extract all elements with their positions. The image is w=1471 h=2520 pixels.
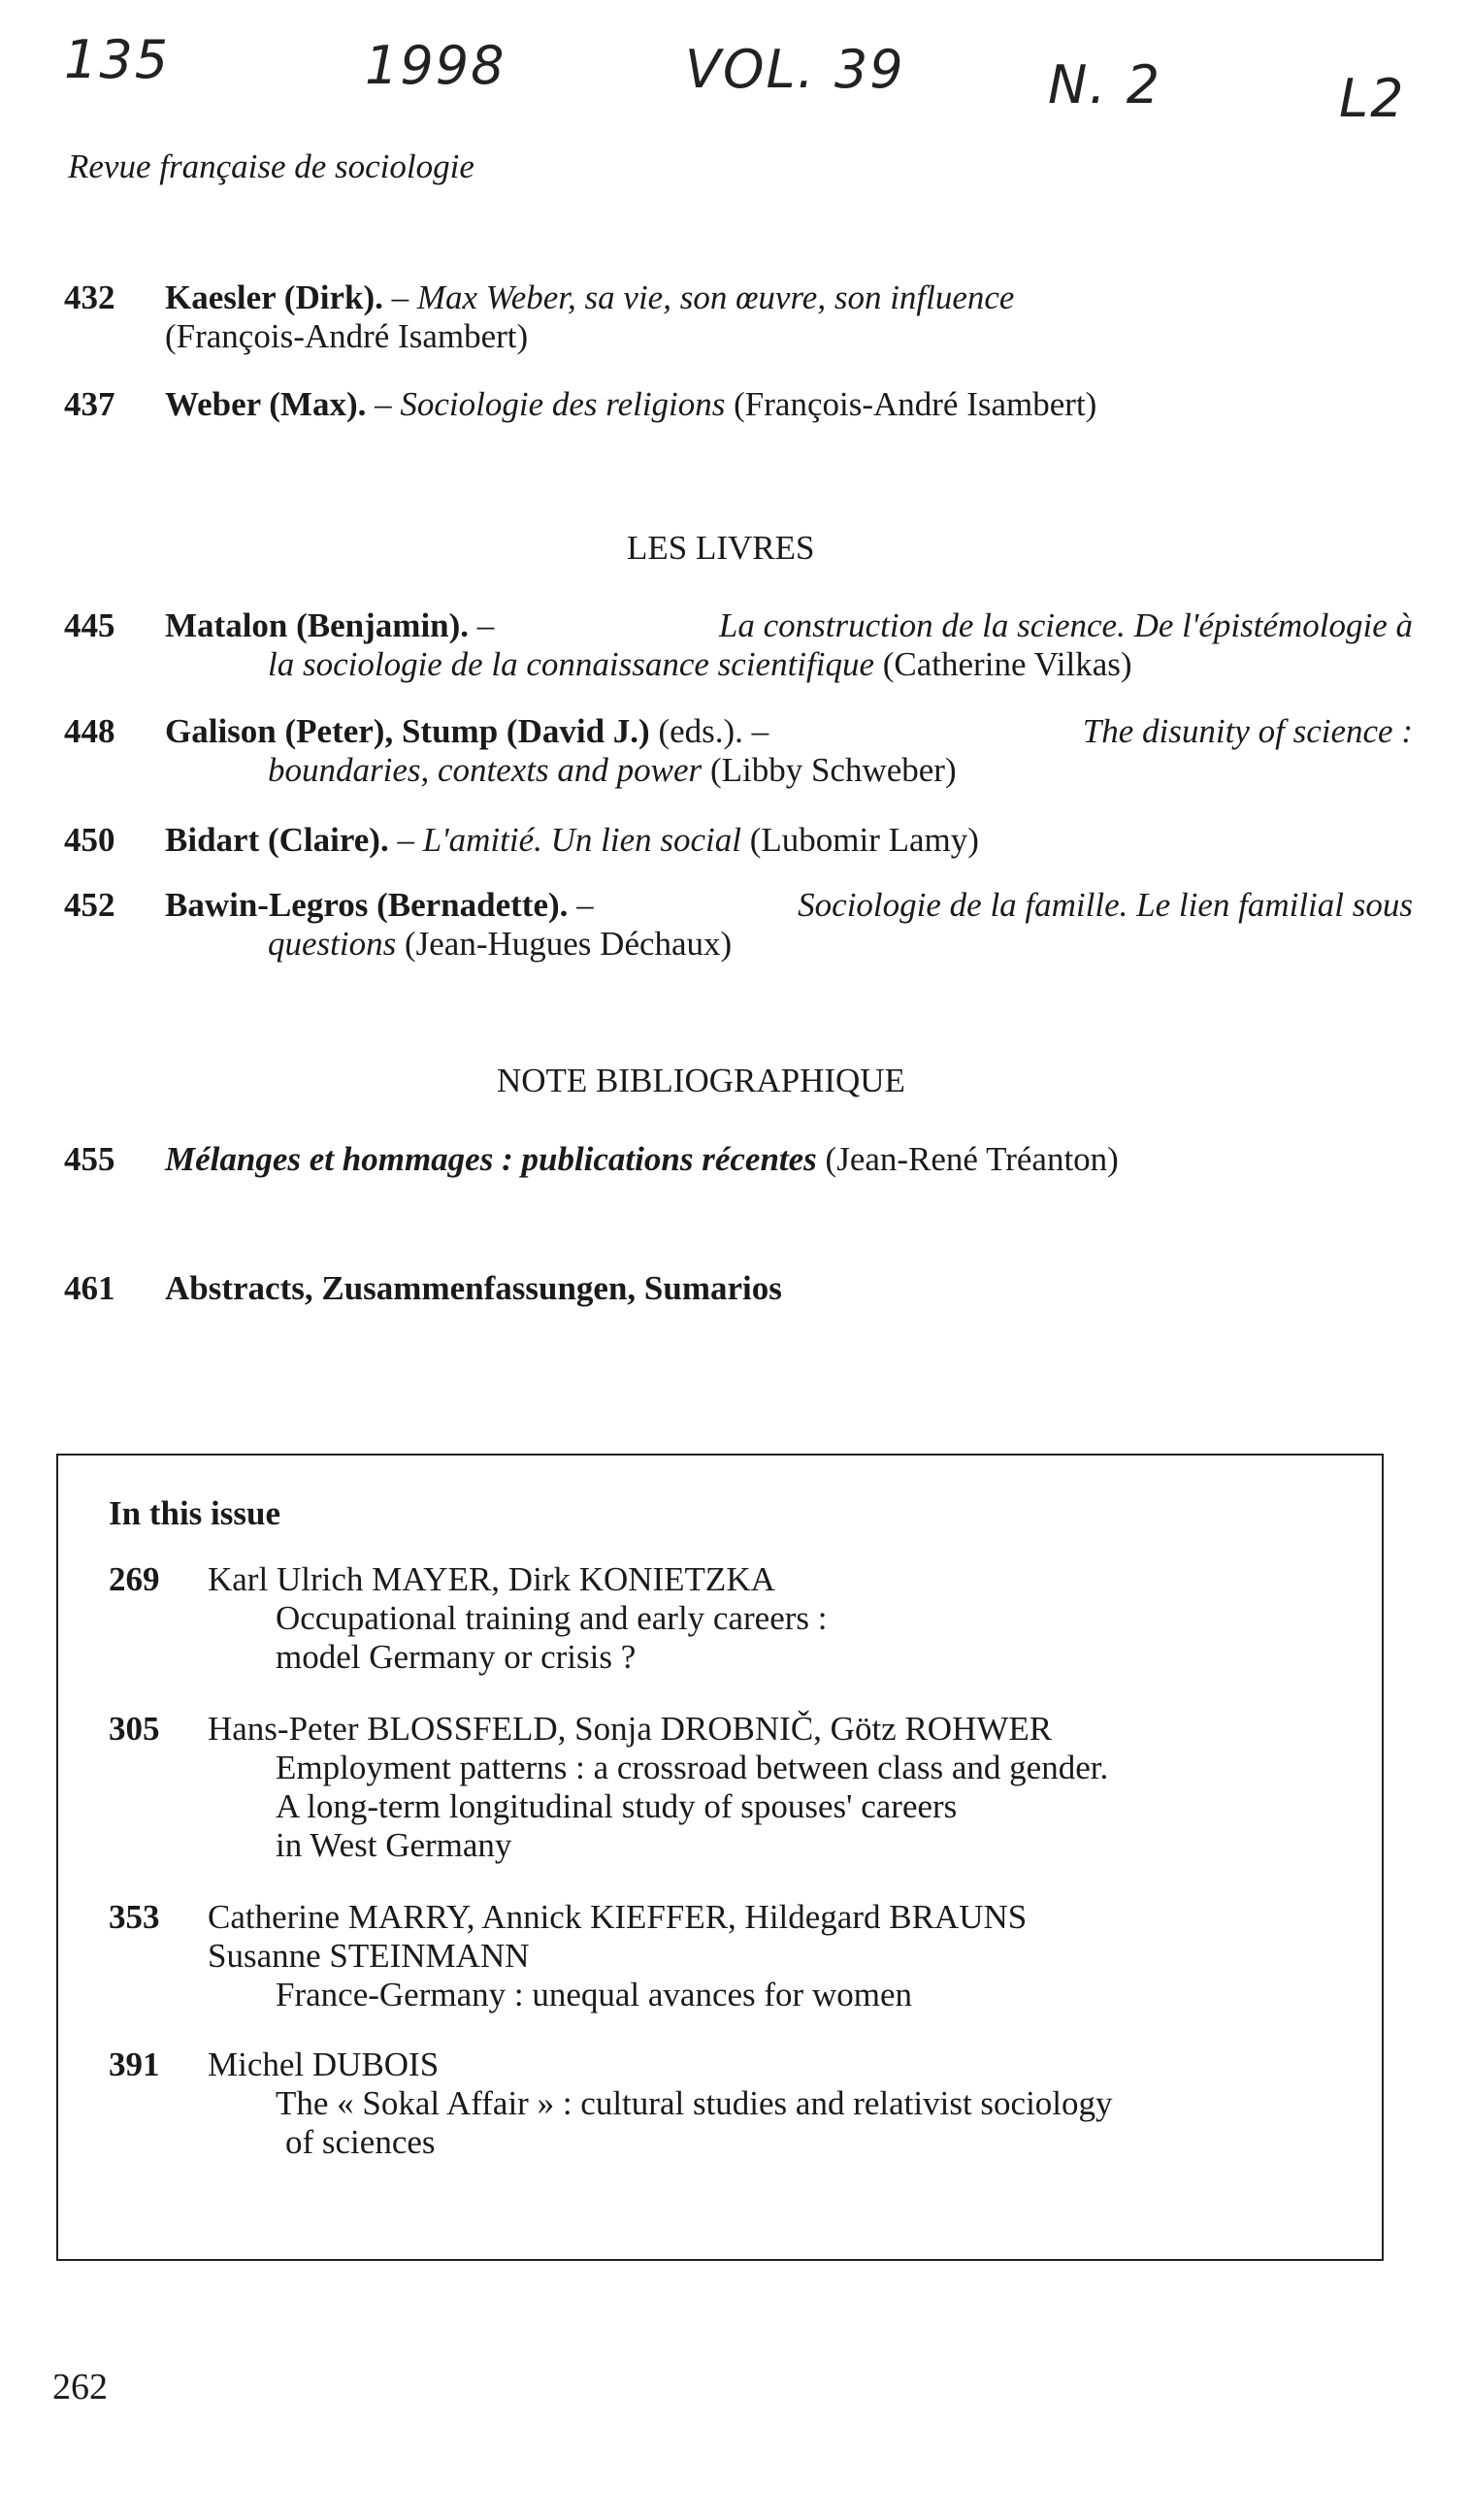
entry-title: Max Weber, sa vie, son œuvre, son influence bbox=[416, 278, 1015, 316]
entry-reviewer: (François-André Isambert) bbox=[734, 385, 1097, 423]
issue-item bbox=[109, 1898, 1322, 2014]
section-title-note: NOTE BIBLIOGRAPHIQUE bbox=[497, 1062, 905, 1099]
item-page: 353 bbox=[109, 1898, 160, 1936]
entry-author: Matalon (Benjamin). bbox=[165, 606, 470, 644]
item-page: 305 bbox=[109, 1710, 160, 1748]
entry-suffix: (eds.). – bbox=[649, 712, 769, 750]
entry-dash: – bbox=[388, 821, 423, 859]
entry-page: 461 bbox=[64, 1269, 115, 1307]
item-title-line: Employment patterns : a crossroad between class and gender. bbox=[276, 1749, 1109, 1786]
entry-title: L'amitié. Un lien social bbox=[422, 821, 741, 859]
journal-title: Revue française de sociologie bbox=[68, 147, 474, 185]
entry-reviewer: (François-André Isambert) bbox=[165, 317, 529, 355]
entry-title-line1: Sociologie de la famille. Le lien familial sous bbox=[798, 886, 1413, 924]
entry-page: 455 bbox=[64, 1140, 115, 1178]
toc-entry bbox=[64, 385, 1413, 424]
handwritten-shelf-mark: L2 bbox=[1339, 68, 1406, 129]
entry-author: Weber (Max). bbox=[165, 385, 367, 423]
entry-title-line2: la sociologie de la connaissance scientifique bbox=[268, 645, 875, 683]
entry-title-line1: The disunity of science : bbox=[1082, 712, 1413, 750]
toc-entry bbox=[64, 278, 1413, 356]
entry-title: Abstracts, Zusammenfassungen, Sumarios bbox=[165, 1269, 782, 1307]
entry-dash: – bbox=[469, 606, 495, 644]
issue-item bbox=[109, 2045, 1322, 2162]
entry-page: 445 bbox=[64, 606, 115, 644]
handwritten-year: 1998 bbox=[365, 35, 507, 96]
item-title-line: model Germany or crisis ? bbox=[276, 1638, 637, 1676]
item-page: 269 bbox=[109, 1560, 160, 1598]
item-authors: Catherine MARRY, Annick KIEFFER, Hildegard BRAUNS bbox=[208, 1898, 1028, 1936]
entry-reviewer: (Jean-René Tréanton) bbox=[825, 1140, 1119, 1178]
section-title-livres: LES LIVRES bbox=[627, 529, 815, 567]
item-title-line: of sciences bbox=[285, 2123, 436, 2161]
entry-title-line2: boundaries, contexts and power bbox=[268, 751, 703, 789]
entry-page: 452 bbox=[64, 886, 115, 924]
page-number: 262 bbox=[52, 2367, 108, 2407]
toc-entry bbox=[64, 1269, 1413, 1308]
item-title-line: Occupational training and early careers : bbox=[276, 1599, 828, 1637]
entry-author: Bidart (Claire). bbox=[165, 821, 389, 859]
entry-page: 432 bbox=[64, 278, 115, 316]
entry-page: 448 bbox=[64, 712, 115, 750]
entry-title-line2: questions bbox=[268, 925, 397, 963]
entry-page: 450 bbox=[64, 821, 115, 859]
entry-dash: – bbox=[568, 886, 594, 924]
item-title-line: in West Germany bbox=[276, 1826, 512, 1864]
entry-author: Bawin-Legros (Bernadette). bbox=[165, 886, 569, 924]
item-authors: Hans-Peter BLOSSFELD, Sonja DROBNIČ, Götz ROHWER bbox=[208, 1710, 1053, 1748]
issue-item bbox=[109, 1710, 1322, 1865]
entry-dash: – bbox=[366, 385, 401, 423]
entry-reviewer: (Jean-Hugues Déchaux) bbox=[404, 925, 733, 963]
toc-entry bbox=[64, 606, 1413, 684]
in-this-issue-box bbox=[56, 1454, 1384, 2261]
item-title-line: The « Sokal Affair » : cultural studies and relativist sociology bbox=[276, 2084, 1113, 2122]
item-title-line: France-Germany : unequal avances for women bbox=[276, 1976, 912, 2013]
entry-title: Sociologie des religions bbox=[400, 385, 726, 423]
entry-dash: – bbox=[382, 278, 417, 316]
entry-reviewer: (Libby Schweber) bbox=[709, 751, 957, 789]
item-authors: Karl Ulrich MAYER, Dirk KONIETZKA bbox=[208, 1560, 775, 1598]
toc-entry bbox=[64, 821, 1413, 860]
entry-page: 437 bbox=[64, 385, 115, 423]
item-authors-continued: Susanne STEINMANN bbox=[208, 1937, 530, 1975]
handwritten-issue: N. 2 bbox=[1048, 54, 1162, 115]
entry-author: Kaesler (Dirk). bbox=[165, 278, 383, 316]
entry-reviewer: (Catherine Vilkas) bbox=[882, 645, 1132, 683]
handwritten-volume: VOL. 39 bbox=[685, 39, 905, 100]
handwritten-number: 135 bbox=[64, 29, 171, 90]
entry-title: Mélanges et hommages : publications récentes bbox=[165, 1140, 817, 1178]
entry-author: Galison (Peter), Stump (David J.) bbox=[165, 712, 650, 750]
item-authors: Michel DUBOIS bbox=[208, 2045, 440, 2083]
issue-item bbox=[109, 1560, 1322, 1677]
item-page: 391 bbox=[109, 2045, 160, 2083]
entry-reviewer: (Lubomir Lamy) bbox=[749, 821, 979, 859]
box-heading: In this issue bbox=[109, 1494, 281, 1532]
toc-entry bbox=[64, 712, 1413, 790]
toc-entry bbox=[64, 1140, 1413, 1179]
item-title-line: A long-term longitudinal study of spouses' careers bbox=[276, 1787, 958, 1825]
entry-title-line1: La construction de la science. De l'épistémologie à bbox=[718, 606, 1413, 644]
toc-entry bbox=[64, 886, 1413, 964]
